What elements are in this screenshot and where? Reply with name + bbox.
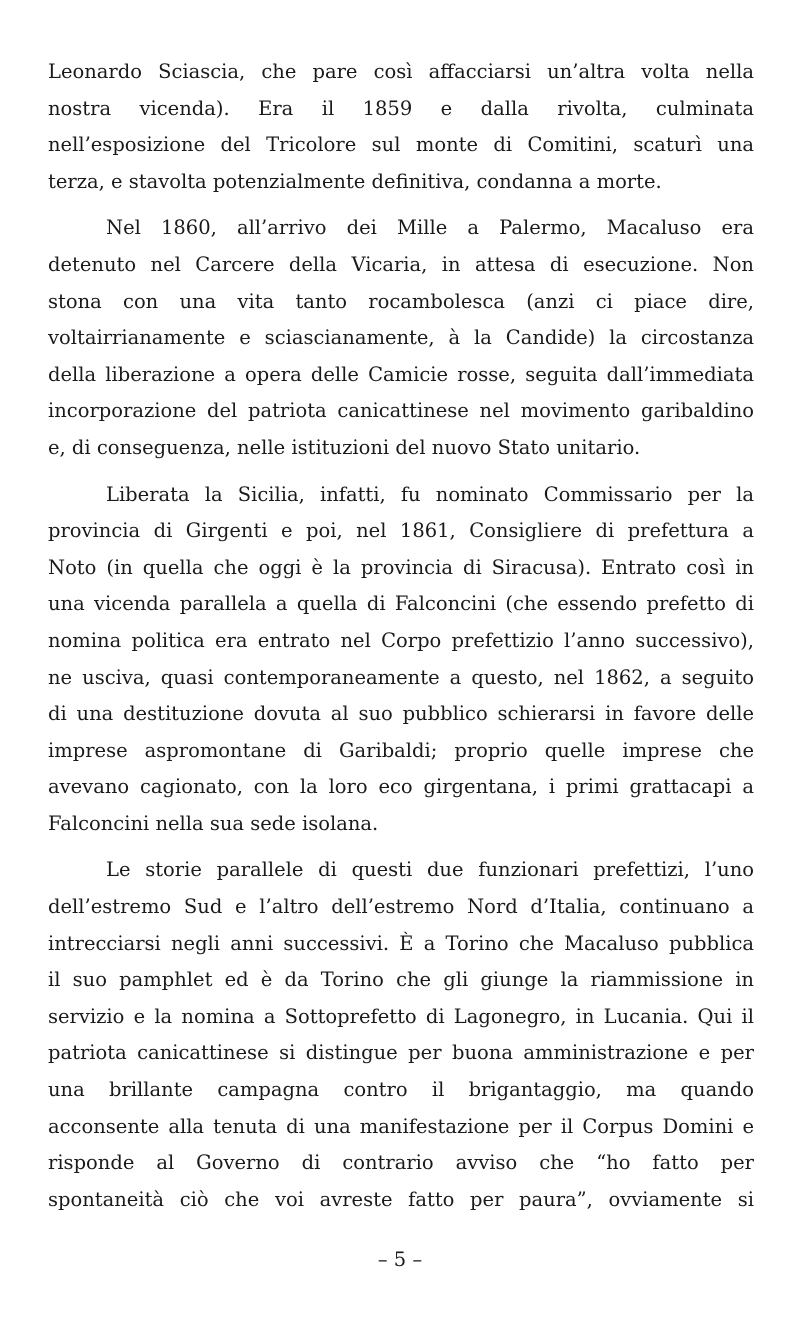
text-line: voltairrianamente e sciascianamente, à la Candide) la circostanza bbox=[48, 326, 754, 350]
text-line: provincia di Girgenti e poi, nel 1861, Consigliere di prefettura a bbox=[48, 519, 754, 543]
text-line: della liberazione a opera delle Camicie rosse, seguita dall’immediata bbox=[48, 362, 754, 386]
document-body bbox=[48, 54, 754, 1228]
text-line: una brillante campagna contro il brigantaggio, ma quando bbox=[48, 1078, 754, 1102]
text-line: e, di conseguenza, nelle istituzioni del nuovo Stato unitario. bbox=[48, 435, 641, 459]
text-line: di una destituzione dovuta al suo pubblico schierarsi in favore delle bbox=[48, 702, 754, 726]
text-line: servizio e la nomina a Sottoprefetto di Lagonegro, in Lucania. Qui il bbox=[48, 1004, 754, 1028]
text-line: nell’esposizione del Tricolore sul monte di Comitini, scaturì una bbox=[48, 133, 754, 157]
text-line: imprese aspromontane di Garibaldi; proprio quelle imprese che bbox=[48, 738, 754, 762]
text-line: ne usciva, quasi contemporaneamente a questo, nel 1862, a seguito bbox=[48, 665, 754, 689]
text-line: una vicenda parallela a quella di Falconcini (che essendo prefetto di bbox=[48, 592, 754, 616]
text-line: Noto (in quella che oggi è la provincia di Siracusa). Entrato così in bbox=[48, 555, 754, 579]
text-line: Nel 1860, all’arrivo dei Mille a Palermo, Macaluso era bbox=[106, 216, 754, 240]
text-line: acconsente alla tenuta di una manifestazione per il Corpus Domini e bbox=[48, 1114, 754, 1138]
text-line: intrecciarsi negli anni successivi. È a Torino che Macaluso pubblica bbox=[48, 931, 754, 955]
text-line: Leonardo Sciascia, che pare così affacciarsi un’altra volta nella bbox=[48, 60, 754, 83]
page-number: – 5 – bbox=[377, 1248, 423, 1271]
text-line: incorporazione del patriota canicattinese nel movimento garibaldino bbox=[48, 399, 754, 423]
text-line: dell’estremo Sud e l’altro dell’estremo Nord d’Italia, continuano a bbox=[48, 895, 754, 919]
text-line: detenuto nel Carcere della Vicaria, in attesa di esecuzione. Non bbox=[48, 252, 754, 276]
paragraph-2 bbox=[48, 210, 754, 466]
text-line: nomina politica era entrato nel Corpo prefettizio l’anno successivo), bbox=[48, 628, 754, 652]
text-line: nostra vicenda). Era il 1859 e dalla rivolta, culminata bbox=[48, 96, 754, 120]
text-line: spontaneità ciò che voi avreste fatto per paura”, ovviamente si bbox=[48, 1187, 754, 1211]
text-line: Falconcini nella sua sede isolana. bbox=[48, 811, 379, 835]
paragraph-1 bbox=[48, 54, 754, 200]
text-line: avevano cagionato, con la loro eco girgentana, i primi grattacapi a bbox=[48, 775, 754, 799]
text-line: patriota canicattinese si distingue per buona amministrazione e per bbox=[48, 1041, 754, 1065]
text-line: risponde al Governo di contrario avviso che “ho fatto per bbox=[48, 1151, 754, 1175]
paragraph-3 bbox=[48, 477, 754, 843]
text-line: Liberata la Sicilia, infatti, fu nominato Commissario per la bbox=[106, 482, 754, 506]
text-line: terza, e stavolta potenzialmente definitiva, condanna a morte. bbox=[48, 169, 662, 193]
text-line: Le storie parallele di questi due funzionari prefettizi, l’uno bbox=[106, 858, 754, 882]
paragraph-4 bbox=[48, 852, 754, 1218]
text-line: il suo pamphlet ed è da Torino che gli giunge la riammissione in bbox=[48, 968, 754, 992]
text-line: stona con una vita tanto rocambolesca (anzi ci piace dire, bbox=[48, 289, 754, 313]
